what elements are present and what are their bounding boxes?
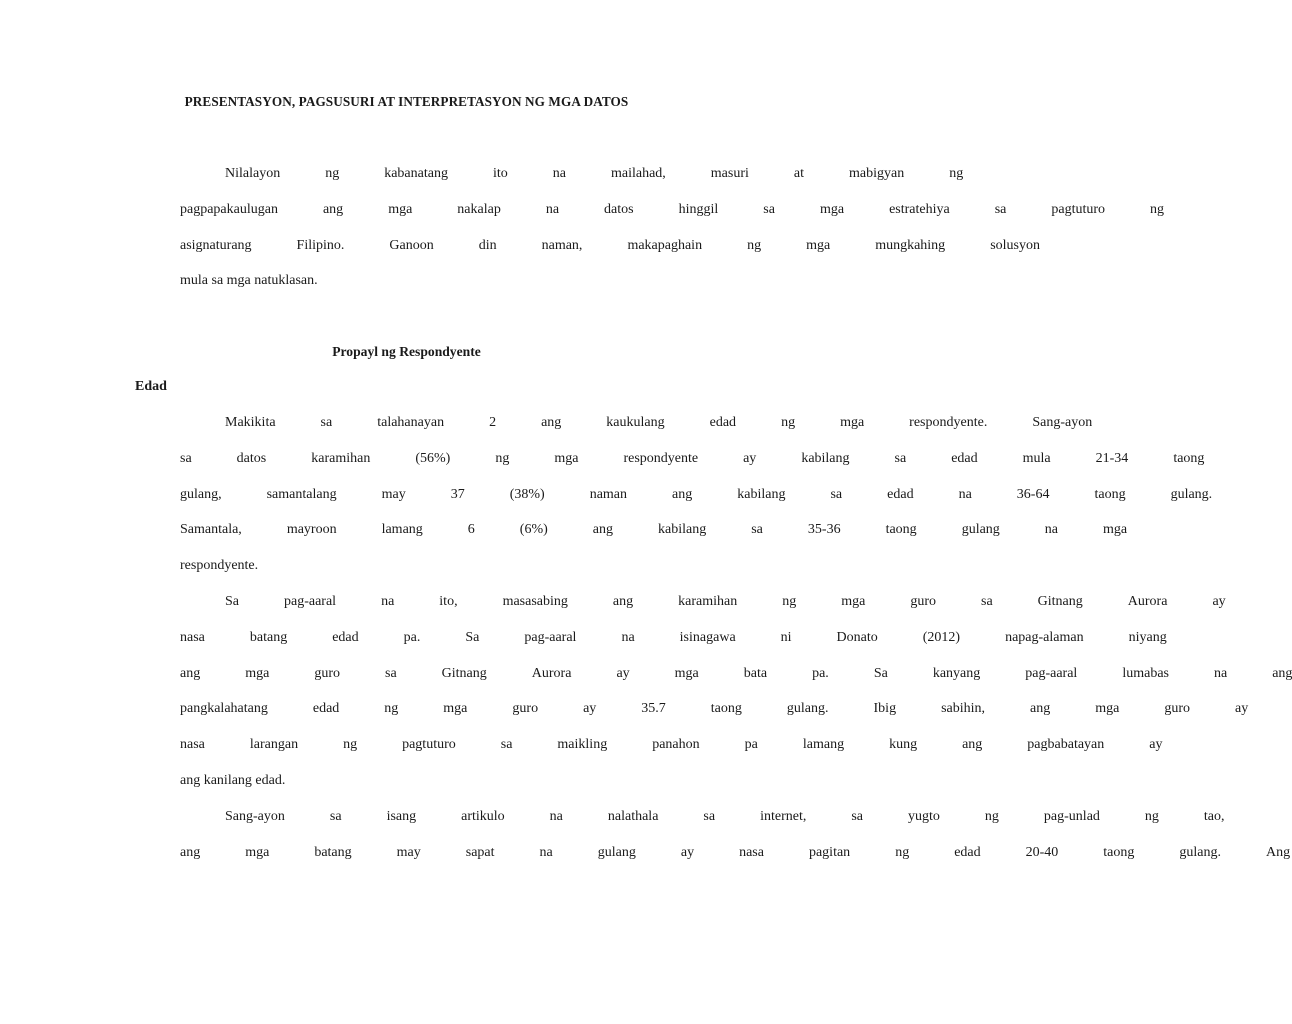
text-line [135,584,1226,620]
word: samantalang [266,486,337,502]
word: na [1044,522,1059,538]
word: na [1213,665,1228,681]
word: ito [492,166,508,181]
word: ang [612,594,634,609]
word: 37 [450,486,465,502]
word: Sa [465,629,480,645]
text-line [135,656,1292,692]
word: sa [751,522,763,538]
word: isinagawa [679,629,736,645]
word: pagbabatayan [1027,737,1105,753]
word: nalathala [607,809,659,824]
word: internet, [760,809,807,824]
word: ni [780,629,792,645]
word: Ibig [873,701,897,717]
word: taong [710,701,742,717]
word: gulang. [1179,844,1222,860]
word: batang [314,844,352,860]
word: hinggil [678,201,719,217]
word: na [545,201,560,217]
word: (38%) [509,486,545,502]
word: na [381,594,395,609]
word: Sa [873,665,888,681]
word: ang [672,486,693,502]
word: gulang, [180,486,222,502]
word: edad [954,844,981,860]
word: asignaturang [180,237,252,253]
word: mailahad, [610,166,666,181]
word: mga [1103,522,1128,538]
word: sa [763,201,775,217]
text-line [135,835,1291,871]
word: na [621,629,635,645]
text-line [135,405,1093,441]
word: at [793,166,804,181]
word: tao, [1203,809,1225,824]
word: nasa [180,629,205,645]
word: datos [604,201,634,217]
word: pagpapakaulugan [180,201,278,217]
word: ng [1150,201,1165,217]
word: respondyente [623,450,699,466]
word: estratehiya [889,201,950,217]
word: na [549,809,563,824]
word: 21-34 [1095,450,1129,466]
word: batang [249,629,288,645]
word: ng [949,166,964,181]
word: nakalap [457,201,501,217]
text-line [135,799,1225,835]
word: maikling [557,737,608,753]
word: lamang [802,737,845,753]
text-line [135,620,1167,656]
word: pangkalahatang [180,701,268,717]
word: ng [984,809,999,824]
word: isang [386,809,417,824]
word: ang [180,844,201,860]
word: artikulo [461,809,505,824]
word: mungkahing [875,237,946,253]
word: edad [332,629,359,645]
word: sa [500,737,513,753]
word: mga [806,237,831,253]
word: Ganoon [389,237,434,253]
word: ang [1272,665,1292,681]
word: ito, [439,594,458,609]
word: gulang. [786,701,829,717]
word: (6%) [519,522,548,538]
word: mayroon [286,522,337,538]
word: Aurora [1127,594,1168,609]
word: taong [885,522,917,538]
paragraph-2 [135,584,1292,799]
word: (2012) [922,629,961,645]
word: 20-40 [1025,844,1059,860]
word: gulang [597,844,636,860]
word: karamihan [311,450,371,466]
word: pag-unlad [1043,809,1100,824]
word: ng [343,737,358,753]
word: pa. [812,665,829,681]
word: ng [781,415,796,430]
word: pa. [403,629,421,645]
word: nasa [739,844,764,860]
word: niyang [1128,629,1167,645]
word: sa [894,450,907,466]
word: masuri [710,166,749,181]
word: ay [583,701,597,717]
word: 35-36 [807,522,841,538]
word: mga [819,201,845,217]
word: ang [541,415,562,430]
word: Sang-ayon [1032,415,1093,430]
text-line [135,192,1165,228]
word: kaukulang [606,415,665,430]
word: kabanatang [384,166,448,181]
word: bata [743,665,768,681]
word: respondyente. [909,415,988,430]
word: masasabing [502,594,568,609]
word: ng [1144,809,1159,824]
word: ng [495,450,510,466]
word: 35.7 [641,701,666,717]
text-line [135,441,1205,477]
word: ng [895,844,910,860]
word: na [539,844,553,860]
word: ng [782,594,797,609]
word: ang [592,522,614,538]
text-line [135,156,964,192]
word: mga [674,665,699,681]
word: ng [384,701,399,717]
word: Sang-ayon [225,809,285,824]
word: Ang [1266,844,1291,860]
word: naman [589,486,628,502]
word: sa [329,809,342,824]
word: sa [981,594,993,609]
word: lumabas [1122,665,1169,681]
word: mula [1022,450,1051,466]
word: sa [703,809,716,824]
word: pagitan [808,844,851,860]
word: mga [1095,701,1120,717]
word: gulang [961,522,1000,538]
text-line [135,228,1040,264]
word: ang [962,737,983,753]
word: mga [554,450,579,466]
word: makapaghain [627,237,703,253]
word: ng [747,237,762,253]
word: panahon [652,737,700,753]
word: talahanayan [377,415,445,430]
word: Aurora [531,665,572,681]
word: solusyon [990,237,1040,253]
word: Gitnang [1037,594,1083,609]
text-line: ang kanilang edad. [180,772,286,788]
text-line: mula sa mga natuklasan. [180,273,318,289]
word: sa [851,809,864,824]
word: may [396,844,421,860]
word: sa [320,415,333,430]
word: Gitnang [441,665,487,681]
word: taong [1103,844,1135,860]
word: nasa [180,737,205,753]
word: sabihin, [941,701,986,717]
word: 36-64 [1016,486,1050,502]
text-line [135,727,1163,763]
word: guro [512,701,539,717]
word: Nilalayon [225,166,281,181]
word: mga [841,594,866,609]
word: ang [180,665,201,681]
word: pag-aaral [284,594,337,609]
word: mga [245,665,270,681]
word: ay [1235,701,1249,717]
word: 2 [489,415,497,430]
word: lamang [381,522,423,538]
word: Makikita [225,415,276,430]
word: guro [910,594,936,609]
word: na [958,486,972,502]
word: napag-alaman [1005,629,1084,645]
word: kabilang [801,450,850,466]
word: mga [245,844,270,860]
word: ang [322,201,344,217]
word: edad [951,450,978,466]
page-title: PRESENTASYON, PAGSUSURI AT INTERPRETASYON NG MGA DATOS [184,94,629,109]
word: (56%) [415,450,451,466]
paragraph-1 [135,405,1213,584]
word: may [381,486,406,502]
word: ay [743,450,757,466]
word: mga [840,415,865,430]
word: mabigyan [849,166,905,181]
word: sa [994,201,1007,217]
word: pagtuturo [1051,201,1106,217]
word: mga [443,701,468,717]
word: na [552,166,566,181]
word: kanyang [932,665,981,681]
word: yugto [908,809,940,824]
word: pag-aaral [1025,665,1078,681]
paragraph-3 [135,799,1291,871]
word: taong [1094,486,1126,502]
word: ay [616,665,630,681]
word: ay [680,844,695,860]
word: larangan [249,737,299,753]
word: sa [830,486,843,502]
word: pag-aaral [524,629,577,645]
word: sapat [465,844,495,860]
word: taong [1173,450,1205,466]
word: guro [314,665,340,681]
word: edad [887,486,914,502]
sub-heading-edad: Edad [135,379,167,394]
word: kabilang [737,486,786,502]
text-line [135,691,1249,727]
word: karamihan [678,594,738,609]
word: ay [1149,737,1163,753]
word: ng [325,166,340,181]
word: sa [180,450,192,466]
word: ay [1212,594,1226,609]
word: pagtuturo [402,737,456,753]
word: Filipino. [296,237,345,253]
intro-paragraph [135,156,1165,299]
word: mga [388,201,413,217]
word: naman, [541,237,583,253]
word: Samantala, [180,522,242,538]
word: kabilang [658,522,707,538]
word: datos [236,450,267,466]
word: pa [744,737,758,753]
word: Donato [836,629,878,645]
word: edad [312,701,340,717]
section-heading: Propayl ng Respondyente [332,344,481,359]
word: edad [709,415,737,430]
word: ang [1030,701,1051,717]
word: Sa [225,594,239,609]
text-line [135,512,1128,548]
word: guro [1164,701,1191,717]
text-line [135,477,1213,513]
word: gulang. [1170,486,1213,502]
text-line: respondyente. [180,558,259,574]
word: kung [889,737,918,753]
word: sa [385,665,397,681]
word: din [478,237,497,253]
word: 6 [467,522,475,538]
